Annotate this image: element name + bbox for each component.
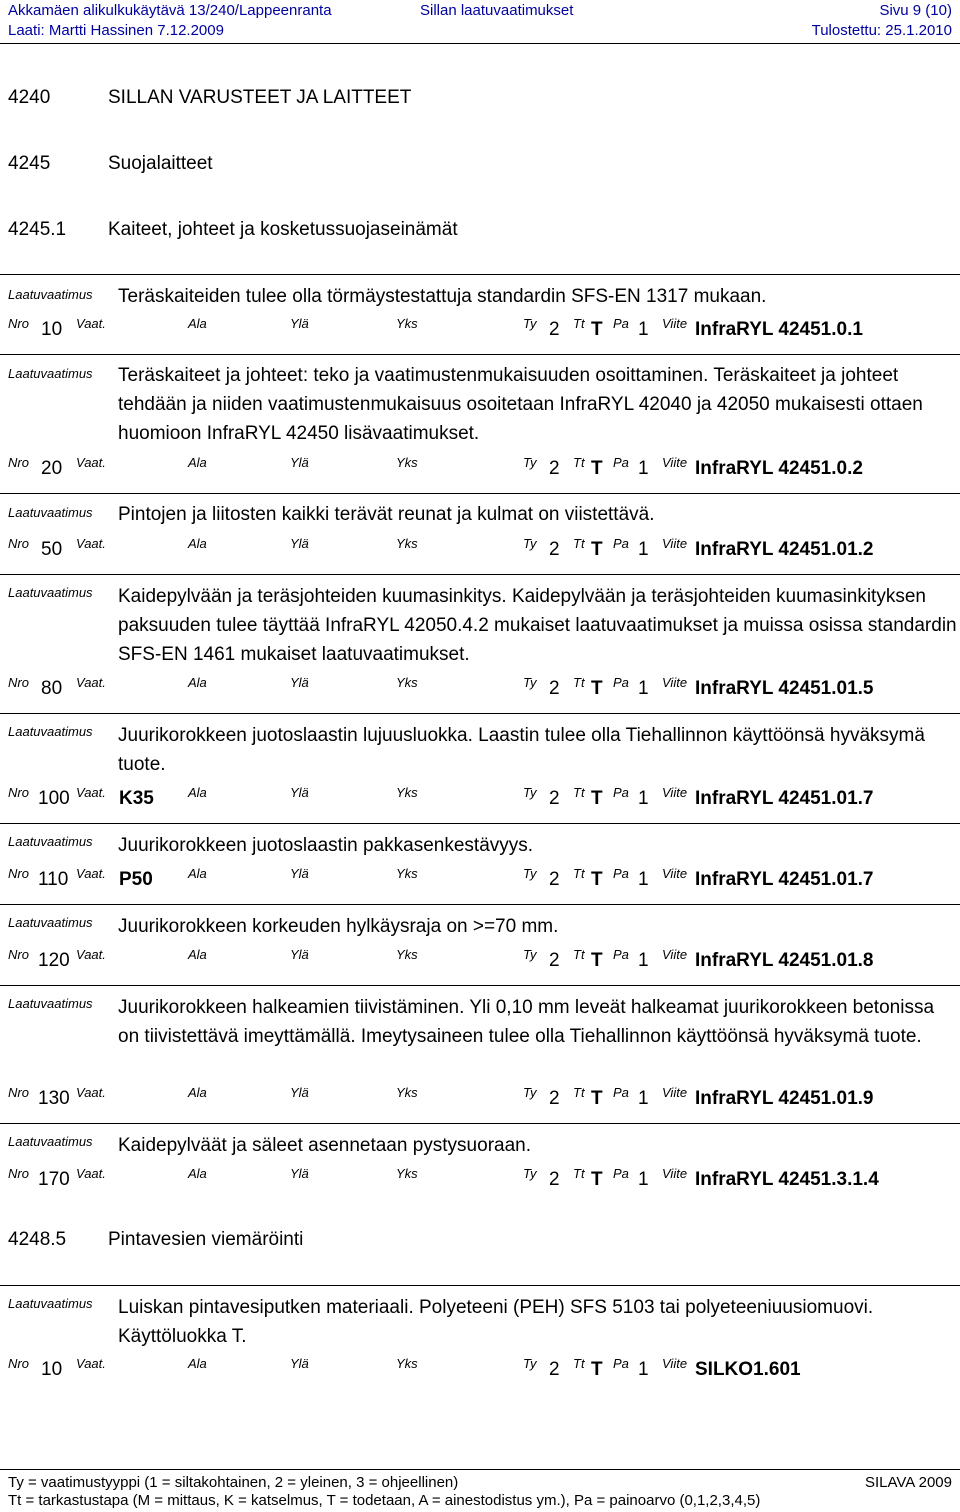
pa-value: 1 <box>638 950 649 971</box>
requirement-meta-row <box>8 785 948 809</box>
nro-label: Nro <box>8 866 29 881</box>
footer-method-legend: Tt = tarkastustapa (M = mittaus, K = katselmus, T = todetaan, A = ainestodistus ym.), Pa = painoarvo (0,1,2,3,4,5) <box>8 1492 761 1509</box>
viite-label: Viite <box>662 1356 688 1371</box>
section-number: 4248.5 <box>8 1229 67 1250</box>
footer-type-legend: Ty = vaatimustyyppi (1 = siltakohtainen, 2 = yleinen, 3 = ohjeellinen) <box>8 1474 459 1491</box>
nro-label: Nro <box>8 1085 29 1100</box>
ty-label: Ty <box>523 455 537 470</box>
requirement-label: Laatuvaatimus <box>8 834 93 849</box>
vaat-label: Vaat. <box>76 536 106 551</box>
pa-label: Pa <box>613 675 629 690</box>
viite-value: InfraRYL 42451.0.2 <box>695 458 863 479</box>
vaat-label: Vaat. <box>76 1085 106 1100</box>
header-author: Laati: Martti Hassinen 7.12.2009 <box>8 22 224 39</box>
yla-label: Ylä <box>290 316 309 331</box>
pa-label: Pa <box>613 1085 629 1100</box>
tt-label: Tt <box>573 785 585 800</box>
pa-value: 1 <box>638 1359 649 1380</box>
pa-value: 1 <box>638 1169 649 1190</box>
section-title: Suojalaitteet <box>108 153 213 174</box>
vaat-value: K35 <box>119 788 154 809</box>
viite-label: Viite <box>662 316 688 331</box>
header-line-1 <box>8 2 952 20</box>
nro-value: 170 <box>38 1169 70 1190</box>
requirement-label: Laatuvaatimus <box>8 505 93 520</box>
vaat-label: Vaat. <box>76 455 106 470</box>
header-line-2 <box>8 22 952 40</box>
nro-value: 10 <box>41 1359 63 1380</box>
section-number: 4245.1 <box>8 219 67 240</box>
nro-value: 10 <box>41 319 63 340</box>
requirement-meta-row <box>8 536 948 560</box>
viite-value: InfraRYL 42451.0.1 <box>695 319 863 340</box>
ala-label: Ala <box>188 947 207 962</box>
requirement-label: Laatuvaatimus <box>8 1134 93 1149</box>
vaat-label: Vaat. <box>76 675 106 690</box>
section-title: Kaiteet, johteet ja kosketussuojaseinämät <box>108 219 458 240</box>
yla-label: Ylä <box>290 947 309 962</box>
requirement-divider <box>0 904 960 905</box>
section-number: 4245 <box>8 153 51 174</box>
footer-source: SILAVA 2009 <box>864 1474 952 1491</box>
viite-value: InfraRYL 42451.01.9 <box>695 1088 874 1109</box>
viite-value: InfraRYL 42451.01.2 <box>695 539 874 560</box>
requirement-meta-row <box>8 866 948 890</box>
vaat-label: Vaat. <box>76 866 106 881</box>
pa-value: 1 <box>638 678 649 699</box>
ty-value: 2 <box>549 950 560 971</box>
yks-label: Yks <box>396 947 418 962</box>
yla-label: Ylä <box>290 785 309 800</box>
footer-line-1 <box>8 1474 952 1492</box>
yla-label: Ylä <box>290 536 309 551</box>
requirement-meta-row <box>8 316 948 340</box>
requirement-description: Kaidepylvään ja teräsjohteiden kuumasinkitys. Kaidepylvään ja teräsjohteiden kuumasinkityksen paksuuden tulee täyttää InfraRYL 42050.4.2 mukaiset laatuvaatimukset ja muissa osissa standardin SFS-EN 1461 mukaiset laatuvaatimukset. <box>118 586 957 665</box>
requirement-divider <box>0 493 960 494</box>
ty-value: 2 <box>549 1088 560 1109</box>
nro-label: Nro <box>8 675 29 690</box>
tt-label: Tt <box>573 866 585 881</box>
requirement-label: Laatuvaatimus <box>8 915 93 930</box>
tt-label: Tt <box>573 455 585 470</box>
ala-label: Ala <box>188 1356 207 1371</box>
ty-label: Ty <box>523 1085 537 1100</box>
requirement-meta-row <box>8 947 948 971</box>
nro-label: Nro <box>8 785 29 800</box>
yks-label: Yks <box>396 785 418 800</box>
requirement-label: Laatuvaatimus <box>8 585 93 600</box>
yla-label: Ylä <box>290 1356 309 1371</box>
pa-value: 1 <box>638 788 649 809</box>
yks-label: Yks <box>396 455 418 470</box>
ala-label: Ala <box>188 866 207 881</box>
nro-value: 100 <box>38 788 70 809</box>
requirement-divider <box>0 574 960 575</box>
viite-label: Viite <box>662 785 688 800</box>
tt-label: Tt <box>573 675 585 690</box>
pa-value: 1 <box>638 458 649 479</box>
viite-label: Viite <box>662 675 688 690</box>
vaat-label: Vaat. <box>76 785 106 800</box>
viite-value: InfraRYL 42451.3.1.4 <box>695 1169 879 1190</box>
ala-label: Ala <box>188 785 207 800</box>
requirement-divider <box>0 823 960 824</box>
nro-label: Nro <box>8 536 29 551</box>
tt-value: T <box>591 869 603 890</box>
ty-value: 2 <box>549 1359 560 1380</box>
yla-label: Ylä <box>290 1166 309 1181</box>
ty-label: Ty <box>523 785 537 800</box>
ty-value: 2 <box>549 458 560 479</box>
pa-label: Pa <box>613 1356 629 1371</box>
ala-label: Ala <box>188 455 207 470</box>
yks-label: Yks <box>396 675 418 690</box>
nro-value: 130 <box>38 1088 70 1109</box>
vaat-label: Vaat. <box>76 1166 106 1181</box>
requirement-divider <box>0 1123 960 1124</box>
requirement-divider <box>0 1285 960 1286</box>
pa-label: Pa <box>613 1166 629 1181</box>
footer-line-2 <box>8 1492 952 1510</box>
section-title: Pintavesien viemäröinti <box>108 1229 304 1250</box>
viite-value: InfraRYL 42451.01.5 <box>695 678 874 699</box>
nro-label: Nro <box>8 455 29 470</box>
header-divider <box>0 43 960 44</box>
ty-label: Ty <box>523 675 537 690</box>
tt-value: T <box>591 319 603 340</box>
viite-label: Viite <box>662 536 688 551</box>
ty-label: Ty <box>523 536 537 551</box>
requirement-divider <box>0 713 960 714</box>
yks-label: Yks <box>396 316 418 331</box>
tt-value: T <box>591 950 603 971</box>
requirement-description: Juurikorokkeen juotoslaastin lujuusluokka. Laastin tulee olla Tiehallinnon käyttöönsä hyväksymä tuote. <box>118 725 925 775</box>
requirement-label: Laatuvaatimus <box>8 724 93 739</box>
nro-value: 80 <box>41 678 63 699</box>
tt-value: T <box>591 678 603 699</box>
ala-label: Ala <box>188 316 207 331</box>
vaat-label: Vaat. <box>76 1356 106 1371</box>
ty-value: 2 <box>549 1169 560 1190</box>
requirement-meta-row <box>8 1085 948 1109</box>
yks-label: Yks <box>396 866 418 881</box>
nro-label: Nro <box>8 1166 29 1181</box>
requirement-description: Luiskan pintavesiputken materiaali. Polyeteeni (PEH) SFS 5103 tai polyeteeniuusiomuovi. Käyttöluokka T. <box>118 1297 874 1347</box>
yks-label: Yks <box>396 1166 418 1181</box>
tt-label: Tt <box>573 316 585 331</box>
requirement-divider <box>0 354 960 355</box>
ala-label: Ala <box>188 1166 207 1181</box>
viite-label: Viite <box>662 866 688 881</box>
requirement-description: Kaidepylväät ja säleet asennetaan pystysuoraan. <box>118 1135 531 1156</box>
ty-label: Ty <box>523 1166 537 1181</box>
requirement-label: Laatuvaatimus <box>8 1296 93 1311</box>
requirement-label: Laatuvaatimus <box>8 287 93 302</box>
nro-label: Nro <box>8 947 29 962</box>
header-print-date: Tulostettu: 25.1.2010 <box>811 22 952 39</box>
requirement-description: Teräskaiteiden tulee olla törmäystestattuja standardin SFS-EN 1317 mukaan. <box>118 286 767 307</box>
header-doc-title: Sillan laatuvaatimukset <box>420 2 574 19</box>
tt-label: Tt <box>573 1085 585 1100</box>
viite-label: Viite <box>662 1085 688 1100</box>
tt-value: T <box>591 1359 603 1380</box>
requirement-description: Juurikorokkeen korkeuden hylkäysraja on >=70 mm. <box>118 916 559 937</box>
nro-value: 50 <box>41 539 63 560</box>
yla-label: Ylä <box>290 675 309 690</box>
ty-value: 2 <box>549 678 560 699</box>
requirement-description: Pintojen ja liitosten kaikki terävät reunat ja kulmat on viistettävä. <box>118 504 655 525</box>
section-title: SILLAN VARUSTEET JA LAITTEET <box>108 87 412 108</box>
yks-label: Yks <box>396 1356 418 1371</box>
ty-label: Ty <box>523 866 537 881</box>
ty-label: Ty <box>523 947 537 962</box>
vaat-value: P50 <box>119 869 153 890</box>
tt-value: T <box>591 1169 603 1190</box>
pa-value: 1 <box>638 319 649 340</box>
vaat-label: Vaat. <box>76 947 106 962</box>
pa-label: Pa <box>613 866 629 881</box>
pa-label: Pa <box>613 947 629 962</box>
requirement-meta-row <box>8 1356 948 1380</box>
viite-label: Viite <box>662 947 688 962</box>
ty-value: 2 <box>549 539 560 560</box>
nro-label: Nro <box>8 1356 29 1371</box>
requirement-meta-row <box>8 1166 948 1190</box>
requirement-label: Laatuvaatimus <box>8 996 93 1011</box>
header-page-number: Sivu 9 (10) <box>879 2 952 19</box>
ala-label: Ala <box>188 536 207 551</box>
yks-label: Yks <box>396 1085 418 1100</box>
header-project: Akkamäen alikulkukäytävä 13/240/Lappeenranta <box>8 2 332 19</box>
viite-value: InfraRYL 42451.01.8 <box>695 950 874 971</box>
pa-value: 1 <box>638 539 649 560</box>
requirement-description: Juurikorokkeen juotoslaastin pakkasenkestävyys. <box>118 835 534 856</box>
requirement-label: Laatuvaatimus <box>8 366 93 381</box>
vaat-label: Vaat. <box>76 316 106 331</box>
requirement-meta-row <box>8 675 948 699</box>
pa-label: Pa <box>613 536 629 551</box>
requirement-divider <box>0 985 960 986</box>
pa-value: 1 <box>638 1088 649 1109</box>
ala-label: Ala <box>188 675 207 690</box>
footer-divider <box>0 1469 960 1470</box>
requirement-description: Teräskaiteet ja johteet: teko ja vaatimustenmukaisuuden osoittaminen. Teräskaiteet ja johteet tehdään ja niiden vaatimustenmukaisuus osoitetaan InfraRYL 42040 ja 42050 mukaisesti ottaen huomioon InfraRYL 42450 lisävaatimukset. <box>118 365 923 444</box>
pa-label: Pa <box>613 785 629 800</box>
ty-value: 2 <box>549 869 560 890</box>
requirement-meta-row <box>8 455 948 479</box>
yla-label: Ylä <box>290 1085 309 1100</box>
nro-value: 20 <box>41 458 63 479</box>
yks-label: Yks <box>396 536 418 551</box>
tt-label: Tt <box>573 1166 585 1181</box>
ty-label: Ty <box>523 1356 537 1371</box>
tt-label: Tt <box>573 536 585 551</box>
pa-label: Pa <box>613 455 629 470</box>
ty-label: Ty <box>523 316 537 331</box>
tt-value: T <box>591 458 603 479</box>
pa-label: Pa <box>613 316 629 331</box>
section-number: 4240 <box>8 87 51 108</box>
tt-value: T <box>591 539 603 560</box>
viite-value: SILKO1.601 <box>695 1359 801 1380</box>
ty-value: 2 <box>549 319 560 340</box>
nro-value: 110 <box>38 869 69 890</box>
ty-value: 2 <box>549 788 560 809</box>
tt-value: T <box>591 788 603 809</box>
nro-label: Nro <box>8 316 29 331</box>
requirement-description: Juurikorokkeen halkeamien tiivistäminen. Yli 0,10 mm leveät halkeamat juurikorokkeen betonissa on tiivistettävä imeyttämällä. Imeytysaineen tulee olla Tiehallinnon käyttöönsä hyväksymä tuote. <box>118 997 935 1047</box>
tt-value: T <box>591 1088 603 1109</box>
viite-value: InfraRYL 42451.01.7 <box>695 869 874 890</box>
pa-value: 1 <box>638 869 649 890</box>
yla-label: Ylä <box>290 455 309 470</box>
nro-value: 120 <box>38 950 70 971</box>
requirement-divider <box>0 274 960 275</box>
viite-label: Viite <box>662 455 688 470</box>
ala-label: Ala <box>188 1085 207 1100</box>
tt-label: Tt <box>573 1356 585 1371</box>
viite-value: InfraRYL 42451.01.7 <box>695 788 874 809</box>
tt-label: Tt <box>573 947 585 962</box>
yla-label: Ylä <box>290 866 309 881</box>
viite-label: Viite <box>662 1166 688 1181</box>
